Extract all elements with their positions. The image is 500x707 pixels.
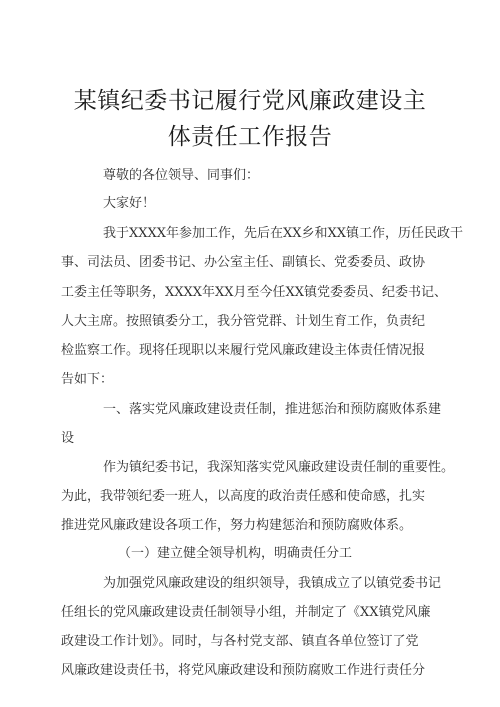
document-title-line-1: 某镇纪委书记履行党风廉政建设主 [73,88,427,114]
body-line: 检监察工作。现将任现职以来履行党风廉政建设主体责任情况报 [61,343,426,358]
greeting: 大家好！ [103,196,156,211]
body-line: 人大主席。按照镇委分工，我分管党群、计划生育工作，负责纪 [61,314,426,329]
salutation: 尊敬的各位领导、同事们： [103,168,260,183]
body-line: 为加强党风廉政建设的组织领导，我镇成立了以镇党委书记 [103,576,442,591]
body-line: 告如下： [61,372,114,387]
body-line: 为此，我带领纪委一班人，以高度的政治责任感和使命感，扎实 [61,489,426,504]
body-line: 风廉政建设责任书，将党风廉政建设和预防腐败工作进行责任分 [61,663,426,678]
body-line: 推进党风廉政建设各项工作，努力构建惩治和预防腐败体系。 [61,518,413,533]
subsection-heading: （一）建立健全领导机构，明确责任分工 [118,546,353,561]
body-line: 工委主任等职务，XXXX年XX月至今任XX镇党委委员、纪委书记、 [61,285,448,300]
body-line: 事、司法员、团委书记、办公室主任、副镇长、党委委员、政协 [61,255,426,270]
section-heading-continued: 设 [61,431,75,446]
document-title-line-2: 体责任工作报告 [167,124,333,150]
body-line: 任组长的党风廉政建设责任制领导小组，并制定了《XX镇党风廉 [61,605,431,620]
body-line: 作为镇纪委书记，我深知落实党风廉政建设责任制的重要性。 [103,460,455,475]
section-heading: 一、落实党风廉政建设责任制，推进惩治和预防腐败体系建 [103,402,442,417]
body-line: 我于XXXX年参加工作，先后在XX乡和XX镇工作，历任民政干 [103,226,464,241]
body-line: 政建设工作计划》。同时，与各村党支部、镇直各单位签订了党 [61,634,419,649]
